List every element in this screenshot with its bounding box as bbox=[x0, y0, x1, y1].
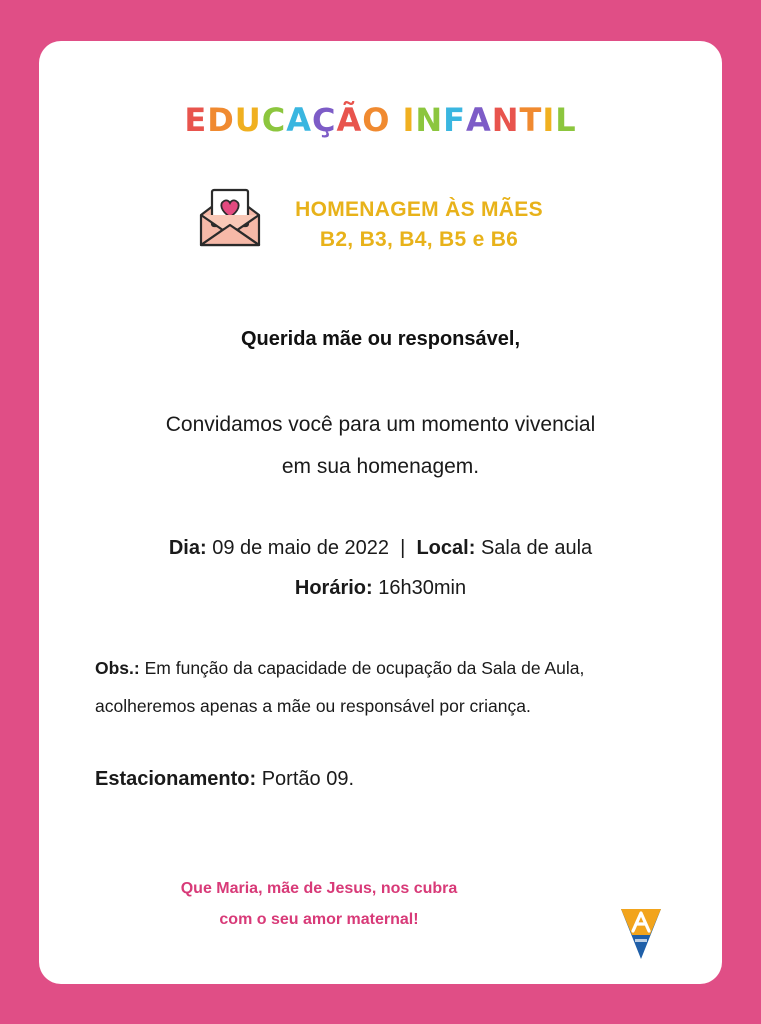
time-label: Horário: bbox=[294, 577, 373, 599]
page-title bbox=[39, 101, 722, 139]
time-line bbox=[39, 568, 722, 608]
invitation-line-2: em sua homenagem. bbox=[281, 455, 480, 478]
parking-label: Estacionamento: bbox=[95, 768, 257, 790]
blessing-line-2: com o seu amor maternal! bbox=[219, 911, 419, 928]
envelope-heart-icon bbox=[197, 187, 263, 249]
title-letter: N bbox=[491, 101, 520, 139]
obs-text-2: acolheremos apenas a mãe ou responsável por criança. bbox=[95, 696, 531, 716]
obs-label: Obs.: bbox=[95, 658, 140, 678]
title-letter: E bbox=[184, 101, 208, 139]
event-heading bbox=[269, 195, 569, 255]
invitation-line-1: Convidamos você para um momento vivencial bbox=[165, 413, 596, 436]
title-letter: C bbox=[261, 101, 287, 139]
parking-value: Portão 09. bbox=[261, 768, 355, 790]
day-label: Dia: bbox=[168, 537, 207, 559]
title-letter: L bbox=[555, 101, 577, 139]
obs-text-1: Em função da capacidade de ocupação da Sala de Aula, bbox=[144, 658, 585, 678]
separator: | bbox=[400, 537, 406, 559]
title-letter: N bbox=[415, 101, 444, 139]
blessing-text bbox=[169, 873, 469, 935]
obs-line-1 bbox=[95, 649, 682, 687]
observation-note bbox=[95, 649, 682, 725]
event-classes: B2, B3, B4, B5 e B6 bbox=[319, 228, 519, 251]
date-place-line bbox=[39, 528, 722, 568]
invitation-card bbox=[39, 41, 722, 984]
invitation-text bbox=[39, 404, 722, 488]
title-letter: I bbox=[542, 101, 556, 139]
day-value: 09 de maio de 2022 bbox=[212, 537, 390, 559]
greeting: Querida mãe ou responsável, bbox=[241, 328, 520, 350]
place-label: Local: bbox=[416, 537, 476, 559]
place-value: Sala de aula bbox=[480, 537, 593, 559]
title-letter: A bbox=[286, 101, 312, 139]
time-value: 16h30min bbox=[378, 577, 467, 599]
title-letter: Ã bbox=[336, 101, 363, 139]
title-letter: A bbox=[465, 101, 492, 139]
title-letter: Ç bbox=[311, 101, 337, 139]
title-letter: D bbox=[207, 101, 235, 139]
parking-note bbox=[95, 768, 354, 791]
title-letter: O bbox=[362, 101, 391, 139]
title-letter: U bbox=[234, 101, 262, 139]
title-letter: F bbox=[443, 101, 466, 139]
blessing-line-1: Que Maria, mãe de Jesus, nos cubra bbox=[180, 880, 458, 897]
event-title: HOMENAGEM ÀS MÃES bbox=[295, 198, 543, 221]
event-details bbox=[39, 528, 722, 608]
title-letter: I bbox=[402, 101, 416, 139]
school-logo-icon bbox=[619, 907, 663, 961]
title-letter: T bbox=[519, 101, 543, 139]
